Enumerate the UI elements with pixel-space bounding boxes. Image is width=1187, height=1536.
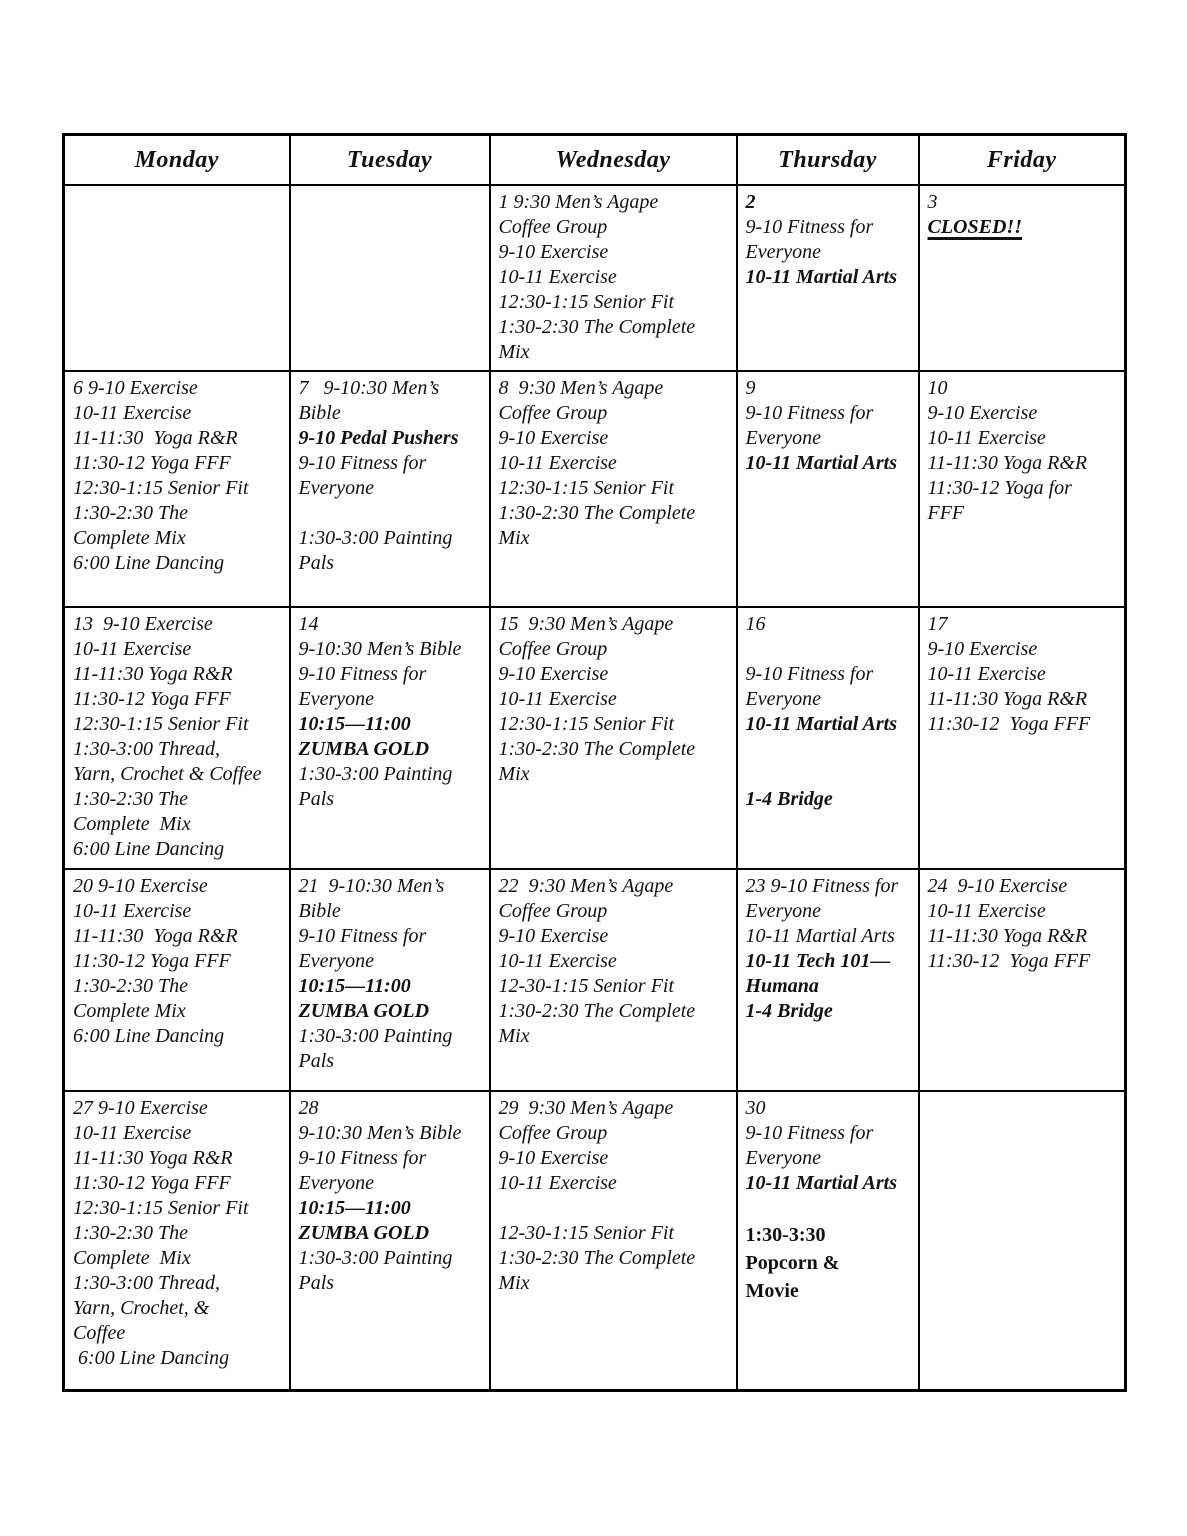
event-line: 29 9:30 Men’s Agape — [498, 1097, 674, 1119]
event-line: 17 — [927, 613, 948, 635]
event-line: 12:30-1:15 Senior Fit — [498, 477, 675, 499]
event-line: 9-10 Exercise — [498, 241, 609, 263]
calendar-cell-monday — [64, 869, 290, 1091]
event-line: Bible — [298, 900, 341, 922]
event-line: 9-10 Exercise — [927, 638, 1038, 660]
event-line: 1:30-2:30 The Complete — [498, 738, 696, 760]
event-line: 11:30-12 Yoga FFF — [927, 713, 1091, 735]
event-line: 28 — [298, 1097, 319, 1119]
event-line: Yarn, Crochet, & — [73, 1297, 210, 1319]
event-line: Movie — [745, 1280, 799, 1302]
calendar-cell-tuesday — [290, 1091, 490, 1390]
event-line: 7 9-10:30 Men’s — [298, 377, 440, 399]
event-line: 9-10 Fitness for — [745, 1122, 874, 1144]
calendar-cell-monday — [64, 185, 290, 371]
calendar-cell-monday — [64, 1091, 290, 1390]
event-line: 6:00 Line Dancing — [73, 552, 225, 574]
event-line: 10-11 Exercise — [73, 638, 192, 660]
event-line: 11:30-12 Yoga for — [927, 477, 1072, 499]
event-line: 1:30-3:00 Painting — [298, 1247, 453, 1269]
event-line: Coffee Group — [498, 402, 608, 424]
event-line: 1:30-2:30 The — [73, 1222, 188, 1244]
event-line: Everyone — [745, 688, 822, 710]
event-line: ZUMBA GOLD — [298, 1222, 430, 1244]
event-line: Pals — [298, 788, 335, 810]
event-line: 10-11 Exercise — [73, 402, 192, 424]
event-line: 13 9-10 Exercise — [73, 613, 213, 635]
calendar-cell-friday — [919, 185, 1126, 371]
event-line: 27 9-10 Exercise — [73, 1097, 208, 1119]
event-line: 9 — [745, 377, 756, 399]
calendar-cell-wednesday — [490, 1091, 737, 1390]
event-line: 11-11:30 Yoga R&R — [73, 1147, 233, 1169]
event-line: Everyone — [298, 477, 375, 499]
event-line: 1 9:30 Men’s Agape — [498, 191, 659, 213]
event-line: 10-11 Exercise — [498, 1172, 617, 1194]
event-line: 1:30-2:30 The — [73, 975, 188, 997]
day-header-friday: Friday — [919, 135, 1126, 186]
event-line: Everyone — [298, 950, 375, 972]
calendar-cell-monday — [64, 371, 290, 607]
event-line: 9-10 Exercise — [498, 1147, 609, 1169]
event-line: 12:30-1:15 Senior Fit — [73, 1197, 249, 1219]
event-line: 10:15—11:00 — [298, 1197, 411, 1219]
calendar-cell-friday — [919, 869, 1126, 1091]
event-line: Bible — [298, 402, 341, 424]
event-line: Coffee Group — [498, 638, 608, 660]
event-line: Everyone — [745, 427, 822, 449]
event-line: 9-10 Fitness for — [745, 216, 874, 238]
event-line: 1-4 Bridge — [745, 788, 833, 810]
event-line: 10-11 Exercise — [927, 663, 1046, 685]
event-line: 6 9-10 Exercise — [73, 377, 198, 399]
event-line: Everyone — [298, 1172, 375, 1194]
event-line: 6:00 Line Dancing — [73, 1025, 225, 1047]
event-line: 11-11:30 Yoga R&R — [73, 925, 238, 947]
event-line: CLOSED!! — [927, 216, 1022, 238]
event-line: 11:30-12 Yoga FFF — [73, 688, 231, 710]
event-line: 1:30-3:00 Thread, — [73, 738, 221, 760]
calendar-week-row — [64, 869, 1126, 1091]
event-line: 9-10 Fitness for — [298, 925, 427, 947]
calendar-cell-thursday — [737, 371, 919, 607]
event-line: 1:30-2:30 The Complete — [498, 1000, 696, 1022]
event-line: 11:30-12 Yoga FFF — [73, 1172, 231, 1194]
event-line: 1:30-3:00 Painting — [298, 527, 453, 549]
calendar-cell-tuesday — [290, 185, 490, 371]
event-line: 11-11:30 Yoga R&R — [927, 688, 1088, 710]
event-line: 1:30-3:30 — [745, 1224, 826, 1246]
calendar-cell-wednesday — [490, 869, 737, 1091]
event-line: 10-11 Exercise — [498, 266, 617, 288]
blank-line — [746, 737, 914, 762]
event-line: Everyone — [298, 688, 375, 710]
event-line: 12:30-1:15 Senior Fit — [73, 477, 249, 499]
event-line: 3 — [927, 191, 938, 213]
event-line: 8 9:30 Men’s Agape — [498, 377, 664, 399]
event-line: 10-11 Exercise — [498, 452, 617, 474]
event-line: 1:30-2:30 The Complete — [498, 316, 696, 338]
event-line: 9-10 Exercise — [498, 427, 609, 449]
event-line: 6:00 Line Dancing — [73, 1347, 230, 1369]
event-line: 11:30-12 Yoga FFF — [927, 950, 1091, 972]
event-line: 1:30-2:30 The — [73, 502, 188, 524]
event-line: Coffee Group — [498, 900, 608, 922]
blank-line — [746, 637, 914, 662]
event-line: 12:30-1:15 Senior Fit — [498, 713, 675, 735]
day-header-row — [64, 135, 1126, 186]
event-line: 6:00 Line Dancing — [73, 838, 225, 860]
event-line: Coffee — [73, 1322, 126, 1344]
event-line: Complete Mix — [73, 1000, 186, 1022]
event-line: Coffee Group — [498, 1122, 608, 1144]
event-line: 1:30-3:00 Painting — [298, 1025, 453, 1047]
event-line: Everyone — [745, 900, 822, 922]
event-line: 11-11:30 Yoga R&R — [73, 663, 233, 685]
event-line: 22 9:30 Men’s Agape — [498, 875, 674, 897]
event-line: 9-10 Fitness for — [298, 663, 427, 685]
event-line: Complete Mix — [73, 813, 191, 835]
event-line: 12:30-1:15 Senior Fit — [73, 713, 249, 735]
event-line: Pals — [298, 1050, 335, 1072]
event-line: 1:30-2:30 The — [73, 788, 188, 810]
event-line: 10-11 Exercise — [73, 900, 192, 922]
event-line: 24 9-10 Exercise — [927, 875, 1068, 897]
calendar-body — [64, 185, 1126, 1390]
calendar-cell-friday — [919, 1091, 1126, 1390]
event-line: 10-11 Martial Arts — [745, 1172, 898, 1194]
day-header-wednesday: Wednesday — [490, 135, 737, 186]
blank-line — [746, 762, 914, 787]
event-line: Pals — [298, 552, 335, 574]
event-line: 10-11 Martial Arts — [745, 713, 898, 735]
event-line: 10-11 Exercise — [927, 900, 1046, 922]
calendar-cell-thursday — [737, 1091, 919, 1390]
calendar-cell-friday — [919, 607, 1126, 869]
event-line: FFF — [927, 502, 965, 524]
calendar-week-row — [64, 185, 1126, 371]
event-line: Mix — [498, 1272, 530, 1294]
calendar-cell-tuesday — [290, 869, 490, 1091]
event-line: 9-10 Fitness for — [745, 663, 874, 685]
event-line: ZUMBA GOLD — [298, 1000, 430, 1022]
event-line: Mix — [498, 763, 530, 785]
blank-line — [499, 1196, 732, 1221]
calendar-week-row — [64, 371, 1126, 607]
event-line: Complete Mix — [73, 1247, 191, 1269]
event-line: 9-10 Exercise — [498, 925, 609, 947]
event-line: 12:30-1:15 Senior Fit — [498, 291, 675, 313]
event-line: 11:30-12 Yoga FFF — [73, 950, 231, 972]
event-line: Popcorn & — [745, 1252, 840, 1274]
event-line: 14 — [298, 613, 319, 635]
event-line: 20 9-10 Exercise — [73, 875, 208, 897]
blank-line — [746, 1196, 914, 1221]
calendar-cell-wednesday — [490, 185, 737, 371]
event-line: 1:30-3:00 Painting — [298, 763, 453, 785]
event-line: Everyone — [745, 1147, 822, 1169]
event-line: 11-11:30 Yoga R&R — [927, 452, 1088, 474]
event-line: 15 9:30 Men’s Agape — [498, 613, 674, 635]
event-line: 9-10 Fitness for — [745, 402, 874, 424]
calendar-cell-thursday — [737, 607, 919, 869]
day-header-thursday: Thursday — [737, 135, 919, 186]
event-line: 1:30-3:00 Thread, — [73, 1272, 221, 1294]
event-line: 10-11 Exercise — [498, 950, 617, 972]
calendar-cell-thursday — [737, 869, 919, 1091]
event-line: 10-11 Martial Arts — [745, 266, 898, 288]
event-line: Mix — [498, 1025, 530, 1047]
calendar-table — [62, 133, 1127, 1392]
event-line: Humana — [745, 975, 819, 997]
event-line: Coffee Group — [498, 216, 608, 238]
day-header-tuesday: Tuesday — [290, 135, 490, 186]
event-line: 1:30-2:30 The Complete — [498, 502, 696, 524]
calendar-cell-tuesday — [290, 607, 490, 869]
event-line: 9-10:30 Men’s Bible — [298, 638, 462, 660]
event-line: 11:30-12 Yoga FFF — [73, 452, 231, 474]
day-header-monday: Monday — [64, 135, 290, 186]
event-line: 11-11:30 Yoga R&R — [73, 427, 238, 449]
calendar-cell-monday — [64, 607, 290, 869]
calendar-cell-wednesday — [490, 607, 737, 869]
event-line: 12-30-1:15 Senior Fit — [498, 1222, 675, 1244]
event-line: 30 — [745, 1097, 766, 1119]
event-line: 9-10 Fitness for — [298, 452, 427, 474]
event-line: Mix — [498, 527, 530, 549]
event-line: 10-11 Exercise — [498, 688, 617, 710]
event-line: ZUMBA GOLD — [298, 738, 430, 760]
event-line: 2 — [745, 191, 756, 213]
event-line: Mix — [498, 341, 530, 363]
calendar-cell-thursday — [737, 185, 919, 371]
calendar-cell-friday — [919, 371, 1126, 607]
event-line: 1-4 Bridge — [745, 1000, 833, 1022]
calendar-week-row — [64, 1091, 1126, 1390]
calendar-week-row — [64, 607, 1126, 869]
event-line: Everyone — [745, 241, 822, 263]
event-line: Yarn, Crochet & Coffee — [73, 763, 262, 785]
event-line: 9-10 Exercise — [498, 663, 609, 685]
monthly-activity-calendar — [62, 133, 1127, 1392]
event-line: 10:15—11:00 — [298, 975, 411, 997]
event-line: 10-11 Exercise — [927, 427, 1046, 449]
event-line: 12-30-1:15 Senior Fit — [498, 975, 675, 997]
event-line: 10-11 Martial Arts — [745, 452, 898, 474]
event-line: 21 9-10:30 Men’s — [298, 875, 445, 897]
event-line: 9-10 Exercise — [927, 402, 1038, 424]
event-line: 9-10 Fitness for — [298, 1147, 427, 1169]
event-line: 11-11:30 Yoga R&R — [927, 925, 1088, 947]
blank-line — [299, 501, 485, 526]
calendar-cell-wednesday — [490, 371, 737, 607]
event-line: 9-10 Pedal Pushers — [298, 427, 459, 449]
event-line: Pals — [298, 1272, 335, 1294]
event-line: 23 9-10 Fitness for — [745, 875, 899, 897]
event-line: 10-11 Exercise — [73, 1122, 192, 1144]
event-line: 16 — [745, 613, 766, 635]
event-line: 9-10:30 Men’s Bible — [298, 1122, 462, 1144]
event-line: Complete Mix — [73, 527, 186, 549]
event-line: 10-11 Martial Arts — [745, 925, 895, 947]
event-line: 10:15—11:00 — [298, 713, 411, 735]
event-line: 10 — [927, 377, 948, 399]
event-line: 10-11 Tech 101— — [745, 950, 891, 972]
event-line: 1:30-2:30 The Complete — [498, 1247, 696, 1269]
calendar-cell-tuesday — [290, 371, 490, 607]
